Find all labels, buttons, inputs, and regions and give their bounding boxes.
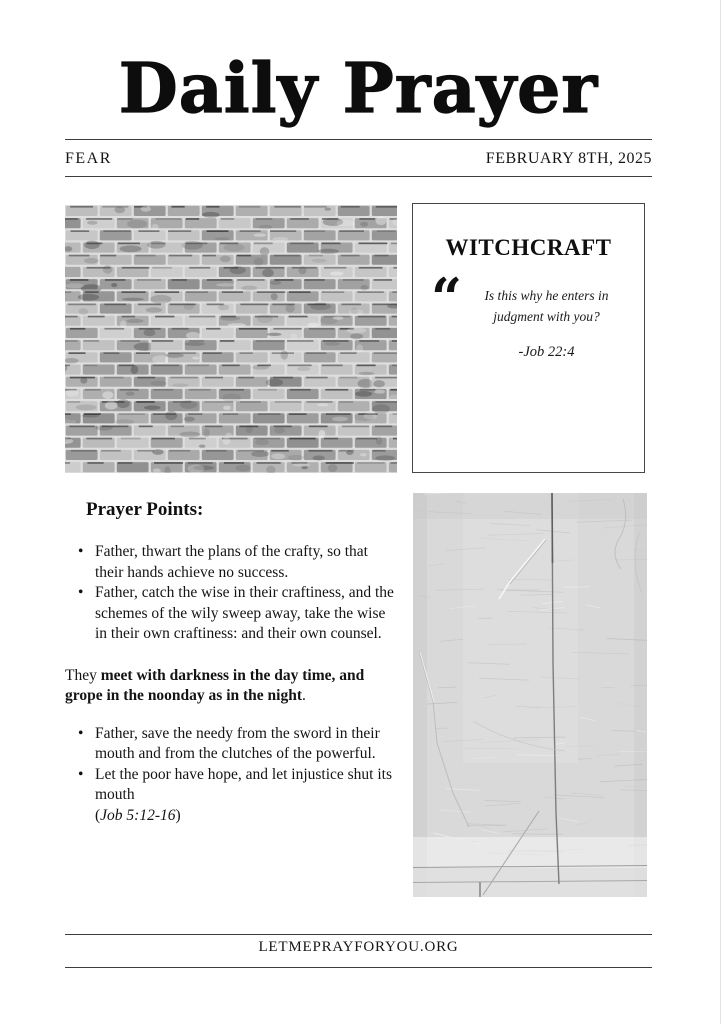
marble-wall-image xyxy=(413,493,647,897)
scripture-reference: (Job 5:12-16) xyxy=(95,806,181,824)
footer-rule-top xyxy=(65,934,652,935)
prayer-item: • Let the poor have hope, and let injustice shut its mouth (Job 5:12-16) xyxy=(95,765,399,827)
prayer-list-primary xyxy=(65,542,399,645)
feature-quote: Is this why he enters in judgment with you? xyxy=(484,288,609,324)
newspaper-title: Daily Prayer xyxy=(118,49,599,129)
issue-date: FEBRUARY 8TH, 2025 xyxy=(485,150,652,167)
prayer-list-secondary xyxy=(65,724,399,827)
feature-title: WITCHCRAFT xyxy=(445,235,612,260)
header-rule-top xyxy=(65,139,652,140)
prayer-column xyxy=(65,542,399,826)
header-meta xyxy=(65,147,652,171)
feature-reference: -Job 22:4 xyxy=(518,344,575,360)
brick-wall-image xyxy=(65,205,397,473)
prayer-item: • Father, thwart the plans of the crafty, so that their hands achieve no success. xyxy=(95,542,399,583)
category-label: FEAR xyxy=(65,150,112,167)
feature-quote-area xyxy=(413,266,644,361)
prayer-item: • Father, save the needy from the sword in their mouth and from the clutches of the powerful. xyxy=(95,724,399,765)
prayer-item: • Father, catch the wise in their craftiness, and the schemes of the wily sweep away, take the wise in their own craftiness: and their own counsel. xyxy=(95,583,399,645)
interlude-paragraph: They meet with darkness in the day time, and grope in the noonday as in the night. xyxy=(65,666,365,704)
footer-site-url: LETMEPRAYFORYOU.ORG xyxy=(258,939,459,955)
brick-wall-graphic xyxy=(65,205,397,473)
header-rule-bottom xyxy=(65,176,652,177)
marble-wall-graphic xyxy=(413,493,647,897)
prayer-points-heading: Prayer Points: xyxy=(86,499,204,520)
page-edge-line xyxy=(720,0,721,1024)
footer-rule-bottom xyxy=(65,967,652,968)
feature-box xyxy=(412,203,645,473)
quote-icon: “ xyxy=(431,266,463,330)
